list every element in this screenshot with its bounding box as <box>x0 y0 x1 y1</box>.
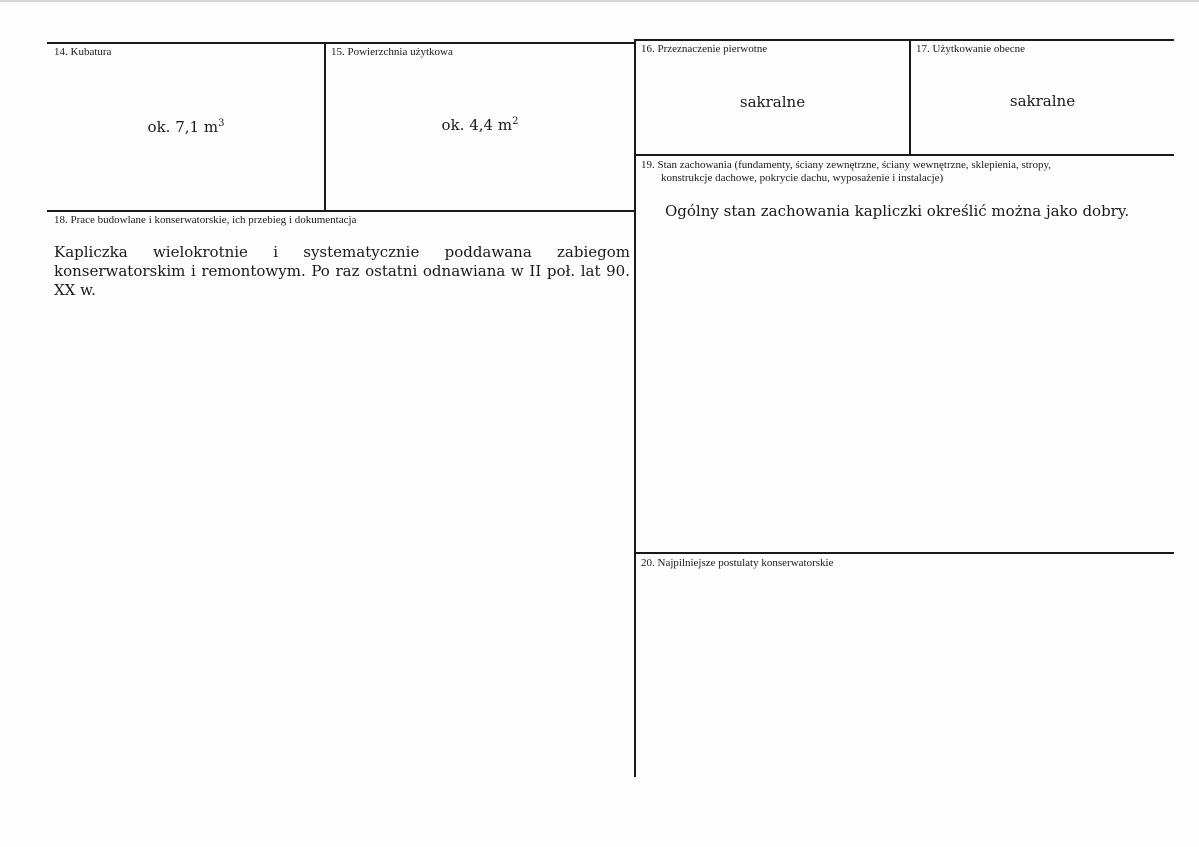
field-19-text: Ogólny stan zachowania kapliczki określić można jako dobry. <box>665 202 1130 220</box>
field-19-label <box>641 159 1171 185</box>
field-14-value <box>48 118 324 137</box>
field-19-label-line: konstrukcje dachowe, pokrycie dachu, wyposażenie i instalacje) <box>661 172 944 184</box>
top-rule-left <box>47 42 635 44</box>
field-17-value: sakralne <box>1009 92 1076 110</box>
field-15-value <box>326 116 634 135</box>
field-18-text-line: Kapliczka wielokrotnie i systematycznie poddawana zabiegom <box>54 243 630 261</box>
field-14-value-main: ok. 7,1 m <box>147 118 219 136</box>
field-18-label: 18. Prace budowlane i konserwatorskie, ich przebieg i dokumentacja <box>54 214 357 226</box>
rule-above-18 <box>47 210 636 212</box>
field-19-label-line: 19. Stan zachowania (fundamenty, ściany zewnętrzne, ściany wewnętrzne, sklepienia, stropy, <box>641 159 1052 171</box>
field-16-value: sakralne <box>739 93 806 111</box>
field-16-label: 16. Przeznaczenie pierwotne <box>641 43 768 55</box>
field-15-value-unit-exponent: 2 <box>512 116 519 127</box>
field-18-text-line: konserwatorskim i remontowym. Po raz ostatni odnawiana w II poł. lat 90. <box>54 262 630 280</box>
field-15-value-main: ok. 4,4 m <box>441 116 513 134</box>
page-edge <box>0 0 1199 2</box>
field-14-value-unit-exponent: 3 <box>218 118 225 129</box>
field-18-text <box>54 243 630 300</box>
field-18-text-line: XX w. <box>54 281 96 299</box>
field-20-label: 20. Najpilniejsze postulaty konserwatorskie <box>641 557 834 569</box>
field-17-label: 17. Użytkowanie obecne <box>916 43 1026 55</box>
field-14-label: 14. Kubatura <box>54 46 112 58</box>
divider-main <box>634 39 636 777</box>
rule-above-19 <box>635 154 1174 156</box>
top-rule-right <box>635 39 1174 41</box>
rule-above-20 <box>635 552 1174 554</box>
field-15-label: 15. Powierzchnia użytkowa <box>331 46 453 58</box>
